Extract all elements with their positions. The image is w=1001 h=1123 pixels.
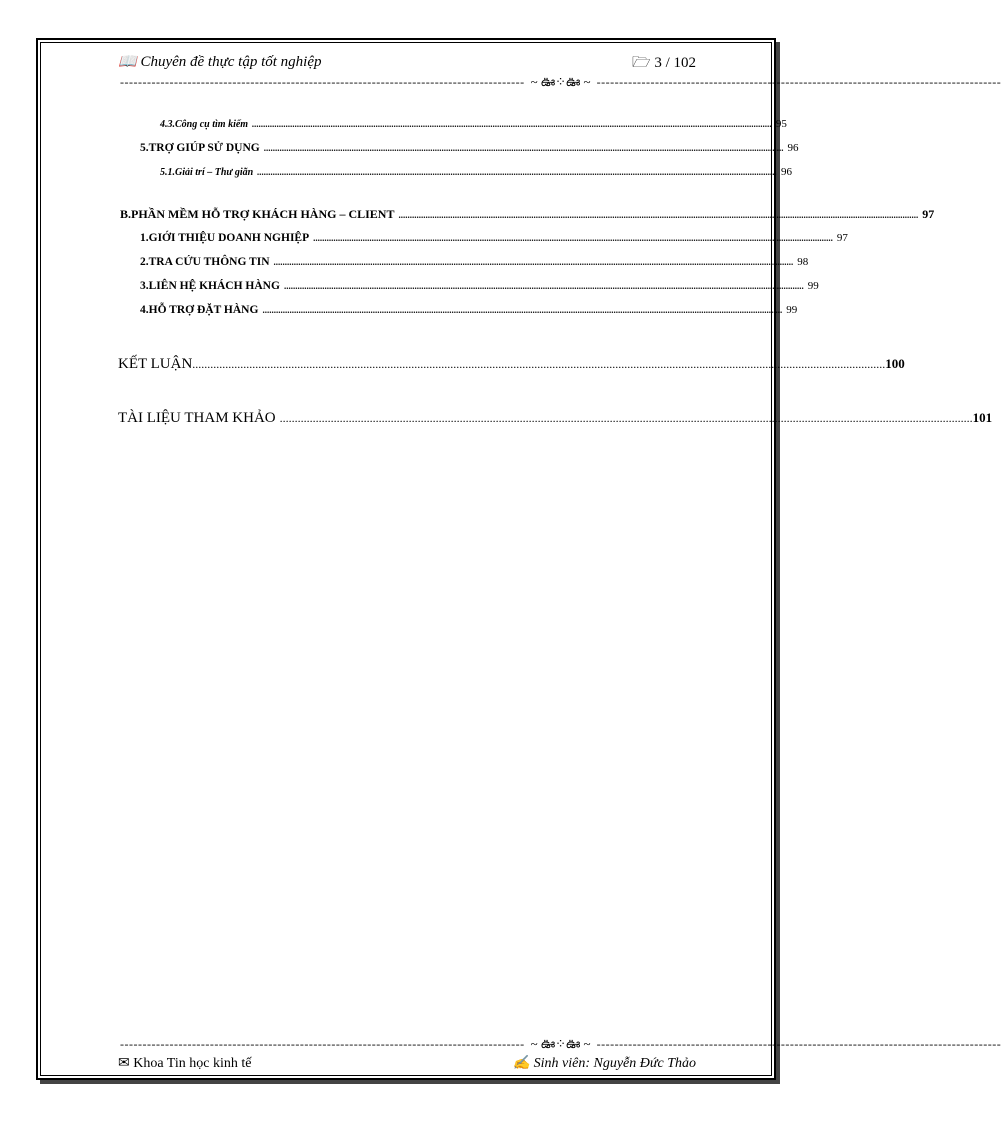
toc-label: HỖ TRỢ ĐẶT HÀNG [148, 304, 259, 316]
toc-label: KẾT LUẬN [118, 356, 193, 372]
toc-page: 97 [922, 207, 935, 221]
toc-leader: ....................................................................................................................................................................................................................................... [257, 167, 777, 177]
toc-number: 4. [140, 304, 149, 316]
header-title-text: Chuyên đề thực tập tốt nghiệp [140, 54, 322, 70]
pen-icon: ✍ [512, 1056, 531, 1071]
toc-row[interactable] [140, 256, 809, 268]
toc-label: TÀI LIỆU THAM KHẢO [118, 410, 276, 426]
toc-row[interactable] [140, 304, 798, 316]
toc-number: 3. [140, 280, 149, 292]
toc-leader: ....................................................................................................................................................................................................................................... [262, 305, 783, 315]
toc-row[interactable] [118, 410, 993, 427]
header-separator: ------------------------------------------------------------------------------------------ ~ ఊ⁘ఊ ~ ------------------------------------------------------------------------------------------ [120, 74, 1001, 89]
toc-page: 100 [885, 356, 905, 371]
toc-number: 2. [140, 256, 149, 268]
toc-row[interactable] [118, 356, 905, 373]
toc-page: 101 [972, 410, 993, 425]
toc-page: 99 [807, 280, 819, 292]
toc-page: 99 [786, 304, 798, 316]
ornament: ~ ఊ⁘ఊ ~ [530, 1036, 591, 1051]
toc-page: 97 [836, 232, 848, 244]
toc-label: PHẦN MỀM HỖ TRỢ KHÁCH HÀNG – CLIENT [131, 207, 395, 221]
toc-leader: ....................................................................................................................................................................................................................................... [313, 233, 833, 243]
toc-leader: ....................................................................................................................................................................................................................................... [279, 411, 973, 425]
page-indicator: 3 / 102 [654, 55, 696, 71]
ornament: ~ ఊ⁘ఊ ~ [530, 74, 591, 89]
toc-label: TRỢ GIÚP SỬ DỤNG [148, 142, 260, 154]
toc-label: TRA CỨU THÔNG TIN [148, 256, 270, 268]
toc-number: 4.3. [160, 119, 175, 130]
toc-row[interactable] [120, 207, 935, 222]
toc-leader: ....................................................................................................................................................................................................................................... [192, 357, 886, 371]
toc-number: B. [120, 207, 132, 221]
toc-leader: ....................................................................................................................................................................................................................................... [398, 210, 919, 220]
footer-faculty [118, 1055, 251, 1072]
toc-label: Giải trí – Thư giãn [175, 167, 254, 178]
toc-label: GIỚI THIỆU DOANH NGHIỆP [148, 232, 310, 244]
toc-row[interactable] [140, 280, 819, 292]
book-icon: 📖 [118, 54, 137, 70]
toc-number: 5.1. [160, 167, 175, 178]
toc-row[interactable] [140, 232, 848, 244]
toc-leader: ....................................................................................................................................................................................................................................... [263, 143, 784, 153]
toc-row[interactable] [140, 142, 799, 154]
toc-leader: ....................................................................................................................................................................................................................................... [283, 281, 804, 291]
toc-leader: ....................................................................................................................................................................................................................................... [252, 119, 772, 129]
header-title [118, 52, 322, 71]
faculty-text: Khoa Tin học kinh tế [133, 1056, 252, 1071]
toc-page: 96 [780, 166, 792, 178]
toc-row[interactable] [160, 118, 787, 130]
toc-page: 98 [797, 256, 809, 268]
faculty-icon: ✉ [118, 1056, 130, 1071]
toc-row[interactable] [160, 166, 792, 178]
toc-page: 95 [775, 118, 787, 130]
toc-label: Công cụ tìm kiếm [175, 119, 249, 130]
folder-icon: 🗁 [631, 55, 651, 71]
toc-leader: ....................................................................................................................................................................................................................................... [273, 257, 794, 267]
toc-number: 5. [140, 142, 149, 154]
student-text: Sinh viên: Nguyễn Đức Thảo [533, 1056, 696, 1071]
toc-number: 1. [140, 232, 149, 244]
footer-student [513, 1055, 696, 1072]
header-page [632, 52, 696, 77]
toc-label: LIÊN HỆ KHÁCH HÀNG [148, 280, 280, 292]
footer-separator: ------------------------------------------------------------------------------------------ ~ ఊ⁘ఊ ~ ------------------------------------------------------------------------------------------ [120, 1036, 1001, 1051]
toc-page: 96 [787, 142, 799, 154]
